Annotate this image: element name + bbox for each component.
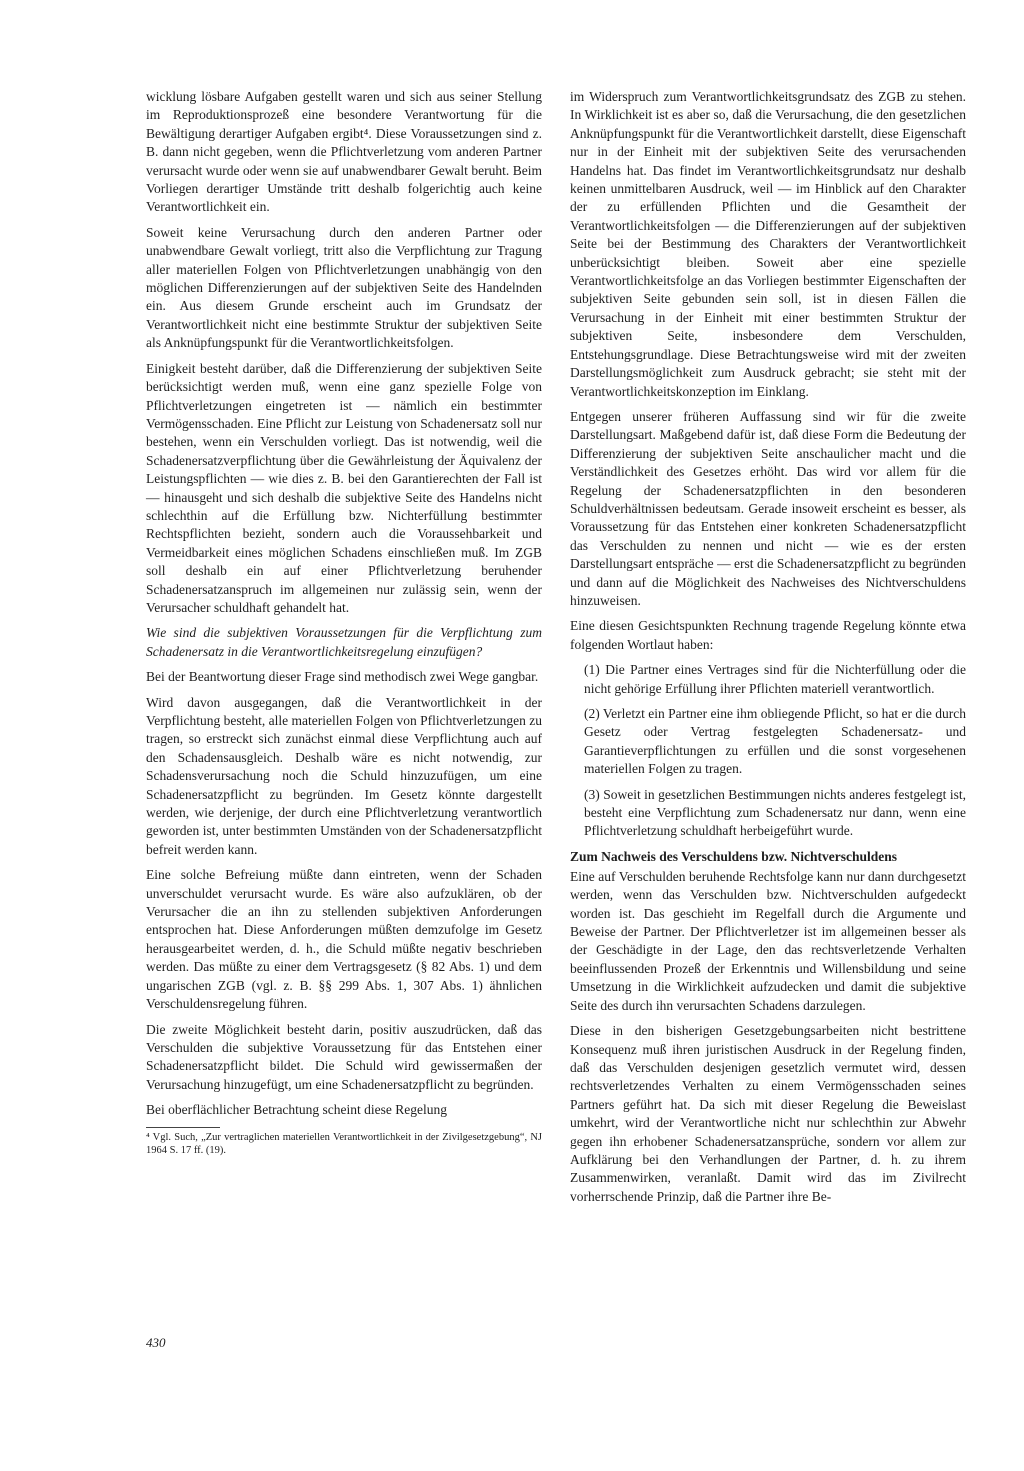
paragraph: Die zweite Möglichkeit besteht darin, positiv auszudrücken, daß das Verschulden die subjektive Voraussetzung für das Entstehen einer Schadenersatzpflicht bildet. Die Schuld wird gewissermaßen der Verursachung hinzugefügt, um eine Schadenersatzpflicht zu begründen. [146,1021,542,1092]
list-item: (1) Die Partner eines Vertrages sind für die Nichterfüllung oder die nicht gehörige Erfüllung ihrer Pflichten materiell verantwortlich. [584,662,966,696]
paragraph: Bei oberflächlicher Betrachtung scheint diese Regelung [146,1102,448,1118]
page-number: 430 [146,1335,166,1350]
paragraph: Entgegen unserer früheren Auffassung sind wir für die zweite Darstellungsart. Maßgebend dafür ist, daß diese Form die Bedeutung der Differenzierung der subjektiven Seite anschaulicher macht und die Verständlichkeit des Gesetzes erhöht. Das wird vor allem für die Regelung der Schadenersatzpflichten in den besonderen Schuldverhältnissen bedeutsam. Gerade insoweit erscheint es besser, als Voraussetzung für das Entstehen einer konkreten Schadenersatzpflicht das Verschulden zu nennen und nicht — wie es der ersten Darstellungsart entspräche — erst die Schadenersatzpflicht zu begründen und dann auf die Möglichkeit des Nachweises des Nichtverschuldens hinzuweisen. [570,408,966,608]
paragraph: im Widerspruch zum Verantwortlichkeitsgrundsatz des ZGB zu stehen. In Wirklichkeit ist es aber so, daß die Verursachung, die den gesetzlichen Anknüpfungspunkt für die Verantwortlichkeit darstellt, diese Eigenschaft nur in der Einheit mit der subjektiven Seite des verursachenden Handelns hat. Das findet im Verantwortlichkeitsgrundsatz nur deshalb keinen unmittelbaren Ausdruck, weil — im Hinblick auf den Charakter der zu erfüllenden Pflichten und die Gesamtheit der Verantwortlichkeitsfolgen — die Differenzierungen auf der subjektiven Seite bei der Bestimmung des Charakters der Verantwortlichkeit unberücksichtigt bleiben. Soweit aber eine spezielle Verantwortlichkeitsfolge an das Vorliegen bestimmter Eigenschaften der subjektiven Seite gebunden sein soll, ist in diesen Fällen die Verursachung in der Einheit mit einer bestimmten Struktur der subjektiven Seite, insbesondere dem Verschulden, Entstehungsgrundlage. Diese Betrachtungsweise wird mit der zweiten Darstellungsmöglichkeit zum Ausdruck gebracht; sie steht mit der Verantwortlichkeitskonzeption im Einklang. [570,89,966,399]
footnote-divider [146,1127,220,1128]
paragraph: Eine solche Befreiung müßte dann eintreten, wenn der Schaden unverschuldet verursacht wurde. Es wäre also aufzuklären, ob der Verursacher die an ihn zu stellenden subjektiven Anforderungen entsprochen hat. Diese Anforderungen müßten demzufolge im Gesetz herausgearbeitet werden, d. h., die Schuld müßte negativ beschrieben werden. Das müßte zu einer dem Vertragsgesetz (§ 82 Abs. 1) und dem ungarischen ZGB (vgl. z. B. §§ 299 Abs. 1, 307 Abs. 1) ähnlichen Verschuldensregelung führen. [146,867,542,1012]
footnote: ⁴ Vgl. Such, „Zur vertraglichen materiellen Verantwortlichkeit in der Zivilgesetzgebung“, NJ 1964 S. 17 ff. (19). [146,1131,542,1156]
paragraph: Eine diesen Gesichtspunkten Rechnung tragende Regelung könnte etwa folgenden Wortlaut haben: [570,618,966,652]
paragraph: Diese in den bisherigen Gesetzgebungsarbeiten nicht bestrittene Konsequenz muß ihren juristischen Ausdruck in der Regelung finden, daß das Verschulden desjenigen gesetzlich vermutet wird, dessen rechtsverletzendes Verhalten zu einem Vermögensschaden seines Partners geführt hat. Da sich mit dieser Regelung die Beweislast umkehrt, wird der Verantwortliche nicht nur schlechthin zur Abwehr gegen ihn erhobener Schadenersatzansprüche, sondern vor allem zur Aufklärung bei den Verhandlungen der Partner, d. h. zu ihrem Zusammenwirken, veranlaßt. Damit wird das im Zivilrecht vorherrschende Prinzip, daß die Partner ihre Be- [570,1023,966,1204]
list-item: (3) Soweit in gesetzlichen Bestimmungen nichts anderes festgelegt ist, besteht eine Verpflichtung zum Schadenersatz nur dann, wenn eine Pflichtverletzung schuldhaft herbeigeführt wurde. [584,786,966,839]
right-column [570,88,966,1213]
list-item: (2) Verletzt ein Partner eine ihm obliegende Pflicht, so hat er die durch Gesetz oder Vertrag festgelegten Schadenersatz- und Garantieverpflichtungen zu erfüllen und die sonst vorgesehenen materiellen Folgen zu tragen. [584,706,966,777]
question-heading: Wie sind die subjektiven Voraussetzungen für die Verpflichtung zum Schadenersatz in die Verantwortlichkeitsregelung einzufügen? [146,625,542,659]
paragraph: Soweit keine Verursachung durch den anderen Partner oder unabwendbare Gewalt vorliegt, tritt also die Verpflichtung zur Tragung aller materiellen Folgen von Pflichtverletzungen unabhängig von den möglichen Differenzierungen auf der subjektiven Seite des Handelnden ein. Aus diesem Grunde erscheint auch im Grundsatz der Verantwortlichkeit nicht eine bestimmte Struktur der subjektiven Seite als Anknüpfungspunkt für die Verantwortlichkeitsfolgen. [146,224,542,351]
left-column [146,88,542,1157]
paragraph: Eine auf Verschulden beruhende Rechtsfolge kann nur dann durchgesetzt werden, wenn das Verschulden bzw. Nichtverschulden aufgedeckt worden ist. Das geschieht im Regelfall durch die Argumente und Beweise der Partner. Der Pflichtverletzer ist im allgemeinen besser als der Geschädigte in der Lage, den das rechtsverletzende Verhalten beeinflussenden Prozeß der Erkenntnis und Willensbildung und seine Umsetzung in die Wirklichkeit aufzudecken und damit die subjektive Seite des durch ihn verursachten Schadens darzulegen. [570,868,966,1013]
paragraph: Bei der Beantwortung dieser Frage sind methodisch zwei Wege gangbar. [146,669,539,685]
section-heading: Zum Nachweis des Verschuldens bzw. Nichtverschuldens [570,848,898,864]
paragraph: Einigkeit besteht darüber, daß die Differenzierung der subjektiven Seite berücksichtigt werden muß, wenn eine ganz spezielle Folge von Pflichtverletzungen eingetreten ist — nämlich ein bestimmter Vermögensschaden. Eine Pflicht zur Leistung von Schadenersatz soll nur bestehen, wenn ein Verschulden vorliegt. Das ist notwendig, weil die Schadenersatzverpflichtung über die Gewährleistung der Äquivalenz der Leistungspflichten — wie dies z. B. bei den Garantierechten der Fall ist — hinausgeht und sich deshalb die subjektive Seite des Handelns nicht schlechthin auf die Erfüllung bzw. Nichterfüllung bestimmter Rechtspflichten bezieht, sondern auch die Voraussehbarkeit und Vermeidbarkeit eines möglichen Schadens einschließen muß. Im ZGB soll deshalb ein auf einer Pflichtverletzung beruhender Schadenersatzanspruch im allgemeinen nur zulässig sein, wenn der Verursacher schuldhaft gehandelt hat. [146,360,542,615]
paragraph: Wird davon ausgegangen, daß die Verantwortlichkeit in der Verpflichtung besteht, alle materiellen Folgen von Pflichtverletzungen zu tragen, so erstreckt sich zunächst einmal diese Verpflichtung auch auf den Schadensausgleich. Deshalb wäre es nicht notwendig, zur Schadensverursachung noch die Schuld hinzuzufügen, um eine Schadenersatzpflicht zu begründen. Im Gesetz könnte dargestellt werden, wie derjenige, der durch eine Pflichtverletzung verantwortlich geworden ist, unter bestimmten Umständen von der Schadenersatzpflicht befreit werden kann. [146,694,542,857]
paragraph: wicklung lösbare Aufgaben gestellt waren und sich aus seiner Stellung im Reproduktionsprozeß eine besondere Verantwortung für die Bewältigung derartiger Aufgaben ergibt⁴. Diese Voraussetzungen sind z. B. dann nicht gegeben, wenn die Pflichtverletzung vom anderen Partner verursacht wurde oder wenn sie auf unabwendbarer Gewalt beruht. Beim Vorliegen derartiger Umstände tritt deshalb folgerichtig auch keine Verantwortlichkeit ein. [146,89,542,215]
